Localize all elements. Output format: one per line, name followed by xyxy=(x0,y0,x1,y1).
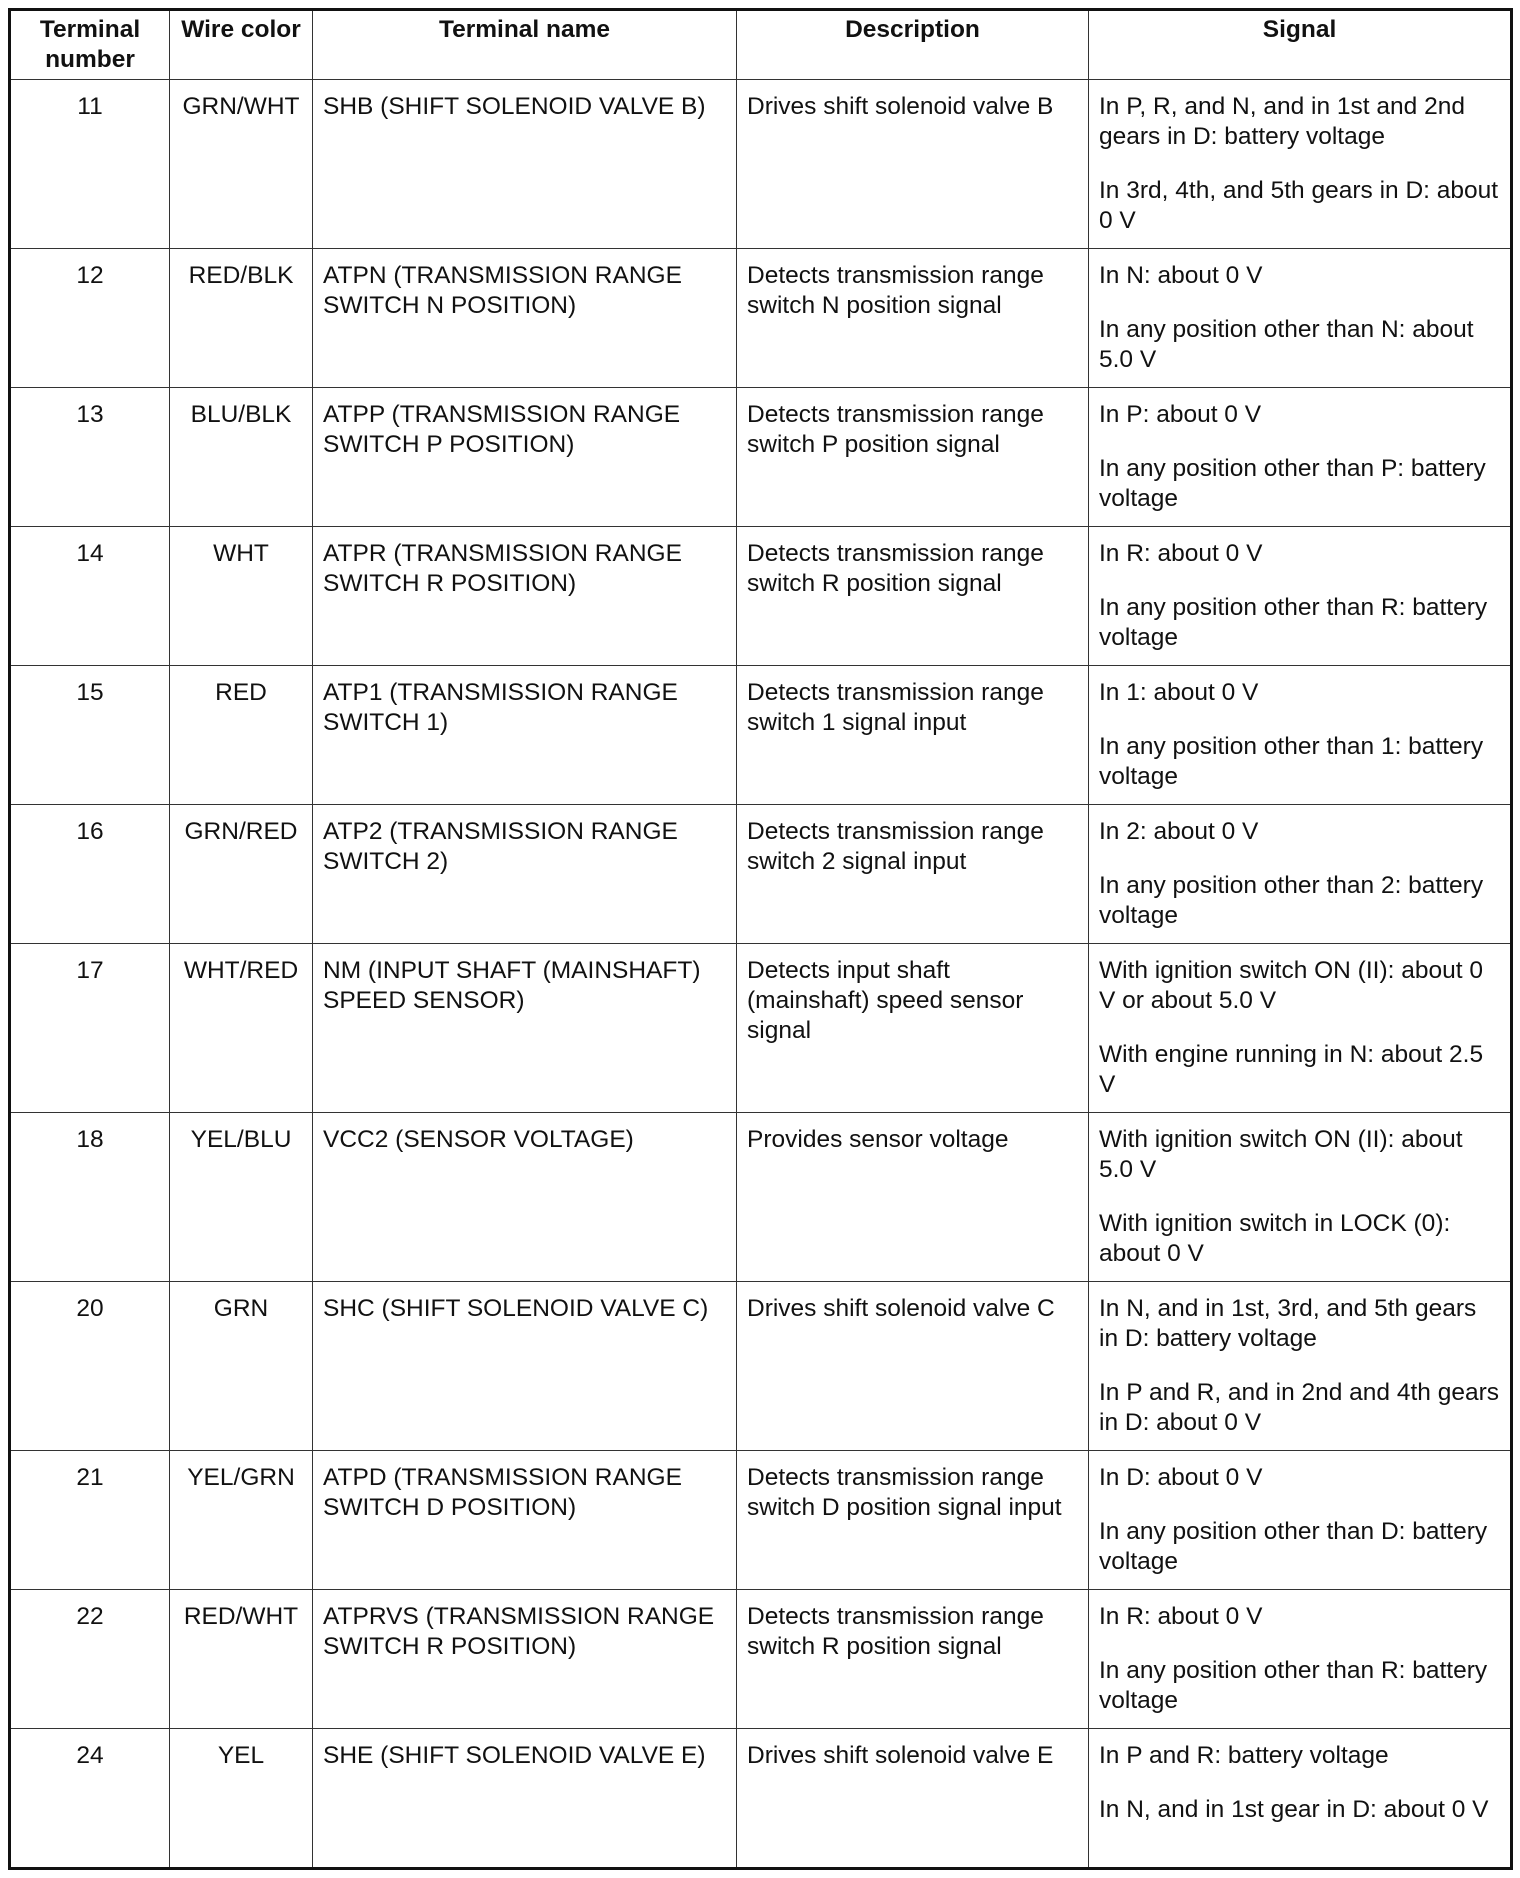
signal-cell xyxy=(1089,666,1512,805)
terminal-table xyxy=(8,8,1513,1870)
signal-cell xyxy=(1089,527,1512,666)
terminal-number-cell: 24 xyxy=(10,1729,170,1869)
wire-color-cell: YEL xyxy=(170,1729,313,1869)
terminal-name-cell: SHC (SHIFT SOLENOID VALVE C) xyxy=(313,1282,737,1451)
signal-text: In any position other than D: battery voltage xyxy=(1099,1518,1488,1575)
description-cell: Detects transmission range switch D position signal input xyxy=(737,1451,1089,1590)
signal-text: With ignition switch ON (II): about 0 V or about 5.0 V xyxy=(1099,957,1483,1014)
terminal-number-cell: 12 xyxy=(10,249,170,388)
header-description: Description xyxy=(737,10,1089,80)
table-row xyxy=(10,666,1512,805)
header-wire-color: Wire color xyxy=(170,10,313,80)
table-row xyxy=(10,805,1512,944)
signal-cell xyxy=(1089,249,1512,388)
description-cell: Detects transmission range switch R position signal xyxy=(737,527,1089,666)
wire-color-cell: GRN xyxy=(170,1282,313,1451)
terminal-name-cell: VCC2 (SENSOR VOLTAGE) xyxy=(313,1113,737,1282)
table-row xyxy=(10,249,1512,388)
terminal-number-cell: 16 xyxy=(10,805,170,944)
description-cell: Drives shift solenoid valve E xyxy=(737,1729,1089,1869)
table-row xyxy=(10,1590,1512,1729)
signal-cell xyxy=(1089,1113,1512,1282)
terminal-number-cell: 18 xyxy=(10,1113,170,1282)
wire-color-cell: RED/WHT xyxy=(170,1590,313,1729)
terminal-name-cell: ATPRVS (TRANSMISSION RANGE SWITCH R POSITION) xyxy=(313,1590,737,1729)
description-cell: Drives shift solenoid valve C xyxy=(737,1282,1089,1451)
wire-color-cell: YEL/GRN xyxy=(170,1451,313,1590)
signal-text: In any position other than R: battery voltage xyxy=(1099,594,1488,651)
wire-color-cell: BLU/BLK xyxy=(170,388,313,527)
header-terminal-name: Terminal name xyxy=(313,10,737,80)
table-body xyxy=(10,80,1512,1869)
description-cell: Detects transmission range switch 2 signal input xyxy=(737,805,1089,944)
signal-text: In 1: about 0 V xyxy=(1099,679,1259,706)
signal-cell xyxy=(1089,80,1512,249)
signal-cell xyxy=(1089,1451,1512,1590)
description-cell: Drives shift solenoid valve B xyxy=(737,80,1089,249)
signal-text: In 3rd, 4th, and 5th gears in D: about 0 V xyxy=(1099,177,1499,234)
signal-text: In any position other than N: about 5.0 V xyxy=(1099,316,1474,373)
signal-text: In P and R, and in 2nd and 4th gears in D: about 0 V xyxy=(1099,1379,1500,1436)
table-row xyxy=(10,1282,1512,1451)
description-cell: Detects transmission range switch N position signal xyxy=(737,249,1089,388)
signal-text: In R: about 0 V xyxy=(1099,1603,1263,1630)
signal-text: In N: about 0 V xyxy=(1099,262,1263,289)
signal-text: In R: about 0 V xyxy=(1099,540,1263,567)
signal-text: In N, and in 1st, 3rd, and 5th gears in D: battery voltage xyxy=(1099,1295,1477,1352)
description-cell: Detects input shaft (mainshaft) speed sensor signal xyxy=(737,944,1089,1113)
table-row xyxy=(10,1113,1512,1282)
terminal-number-cell: 15 xyxy=(10,666,170,805)
signal-text: In any position other than P: battery voltage xyxy=(1099,455,1486,512)
terminal-name-cell: ATP1 (TRANSMISSION RANGE SWITCH 1) xyxy=(313,666,737,805)
terminal-name-cell: SHB (SHIFT SOLENOID VALVE B) xyxy=(313,80,737,249)
description-cell: Detects transmission range switch 1 signal input xyxy=(737,666,1089,805)
signal-text: In D: about 0 V xyxy=(1099,1464,1263,1491)
signal-cell xyxy=(1089,1282,1512,1451)
signal-cell xyxy=(1089,944,1512,1113)
description-cell: Detects transmission range switch P position signal xyxy=(737,388,1089,527)
signal-text: With engine running in N: about 2.5 V xyxy=(1099,1041,1484,1098)
header-signal: Signal xyxy=(1089,10,1512,80)
signal-cell xyxy=(1089,805,1512,944)
signal-text: In P and R: battery voltage xyxy=(1099,1742,1389,1769)
wire-color-cell: YEL/BLU xyxy=(170,1113,313,1282)
wire-color-cell: RED/BLK xyxy=(170,249,313,388)
signal-cell xyxy=(1089,1590,1512,1729)
terminal-name-cell: SHE (SHIFT SOLENOID VALVE E) xyxy=(313,1729,737,1869)
terminal-number-cell: 13 xyxy=(10,388,170,527)
wire-color-cell: GRN/RED xyxy=(170,805,313,944)
signal-text: With ignition switch in LOCK (0): about 0 V xyxy=(1099,1210,1451,1267)
signal-text: In any position other than 1: battery voltage xyxy=(1099,733,1484,790)
terminal-number-cell: 17 xyxy=(10,944,170,1113)
terminal-name-cell: NM (INPUT SHAFT (MAINSHAFT) SPEED SENSOR) xyxy=(313,944,737,1113)
terminal-name-cell: ATP2 (TRANSMISSION RANGE SWITCH 2) xyxy=(313,805,737,944)
table-row xyxy=(10,944,1512,1113)
table-row xyxy=(10,527,1512,666)
header-terminal-number: Terminal number xyxy=(10,10,170,80)
terminal-name-cell: ATPD (TRANSMISSION RANGE SWITCH D POSITION) xyxy=(313,1451,737,1590)
terminal-name-cell: ATPR (TRANSMISSION RANGE SWITCH R POSITION) xyxy=(313,527,737,666)
signal-text: In any position other than R: battery voltage xyxy=(1099,1657,1488,1714)
description-cell: Provides sensor voltage xyxy=(737,1113,1089,1282)
wire-color-cell: GRN/WHT xyxy=(170,80,313,249)
signal-cell xyxy=(1089,388,1512,527)
signal-text: In 2: about 0 V xyxy=(1099,818,1259,845)
signal-text: In any position other than 2: battery voltage xyxy=(1099,872,1484,929)
terminal-number-cell: 11 xyxy=(10,80,170,249)
header-row xyxy=(10,10,1512,80)
wire-color-cell: WHT/RED xyxy=(170,944,313,1113)
signal-text: In P: about 0 V xyxy=(1099,401,1262,428)
description-cell: Detects transmission range switch R position signal xyxy=(737,1590,1089,1729)
table-row xyxy=(10,1451,1512,1590)
signal-text: In N, and in 1st gear in D: about 0 V xyxy=(1099,1796,1489,1823)
terminal-number-cell: 14 xyxy=(10,527,170,666)
table-header xyxy=(10,10,1512,80)
signal-cell xyxy=(1089,1729,1512,1869)
terminal-number-cell: 20 xyxy=(10,1282,170,1451)
table-row xyxy=(10,80,1512,249)
wire-color-cell: RED xyxy=(170,666,313,805)
wire-color-cell: WHT xyxy=(170,527,313,666)
terminal-number-cell: 21 xyxy=(10,1451,170,1590)
table-row xyxy=(10,388,1512,527)
terminal-number-cell: 22 xyxy=(10,1590,170,1729)
table-row xyxy=(10,1729,1512,1869)
terminal-name-cell: ATPP (TRANSMISSION RANGE SWITCH P POSITION) xyxy=(313,388,737,527)
signal-text: In P, R, and N, and in 1st and 2nd gears in D: battery voltage xyxy=(1099,93,1465,150)
signal-text: With ignition switch ON (II): about 5.0 V xyxy=(1099,1126,1463,1183)
terminal-name-cell: ATPN (TRANSMISSION RANGE SWITCH N POSITION) xyxy=(313,249,737,388)
